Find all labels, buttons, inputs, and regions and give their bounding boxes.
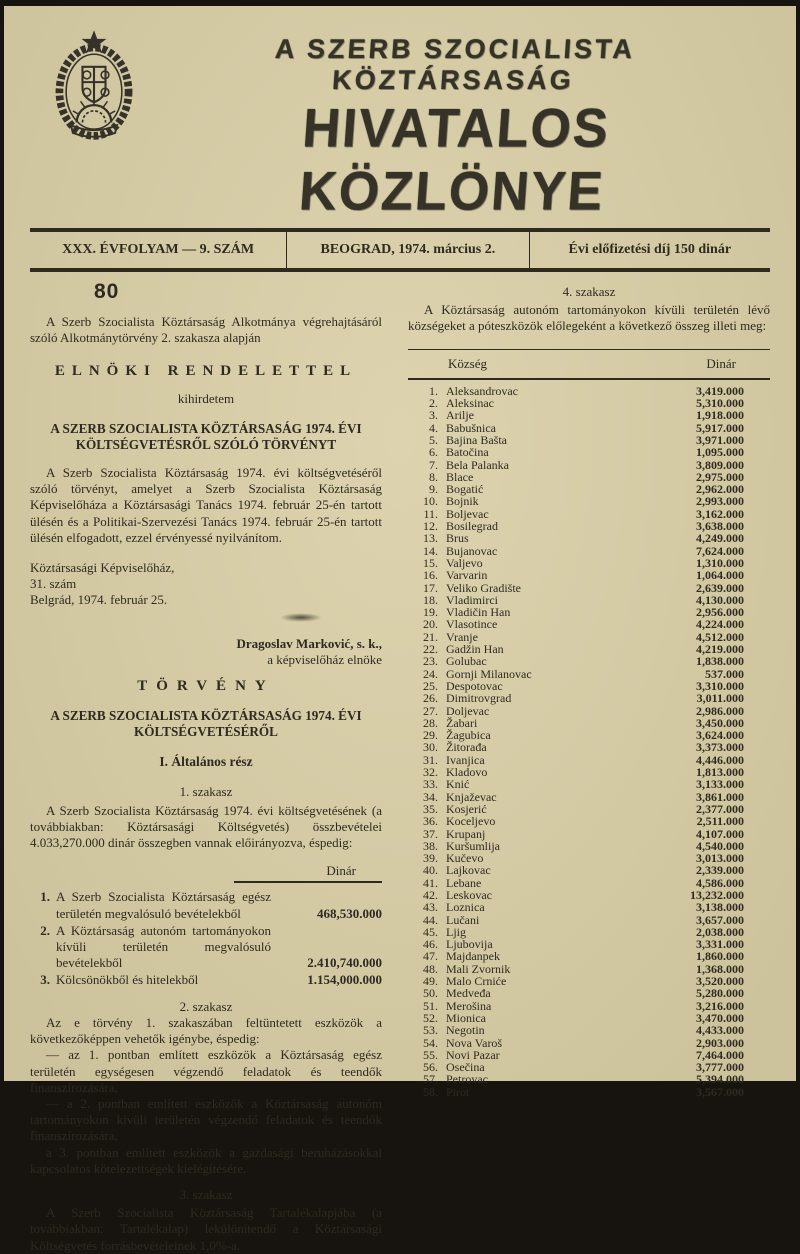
- row-number: 17.: [423, 580, 438, 595]
- row-number: 50.: [423, 986, 438, 1001]
- row-number: 5.: [429, 433, 438, 447]
- municipality-amount: 4,512.000: [696, 629, 744, 644]
- row-number: 11.: [423, 506, 438, 521]
- municipality-name: Loznica: [446, 900, 485, 915]
- issuer-line: Belgrád, 1974. február 25.: [30, 592, 168, 608]
- municipality-name: Bujanovac: [446, 543, 498, 558]
- table-row: [408, 1073, 770, 1085]
- municipality-name: Mali Zvornik: [446, 961, 511, 976]
- table-row: [408, 1037, 770, 1049]
- municipality-name: Doljevac: [446, 703, 490, 718]
- municipality-amount: 3,331.000: [696, 937, 744, 952]
- law-subject-line1: A SZERB SZOCIALISTA KÖZTÁRSASÁG 1974. ÉVI: [50, 708, 362, 724]
- row-number: 18.: [423, 592, 438, 607]
- municipality-amount: 4,249.000: [696, 531, 744, 546]
- municipality-name: Koceljevo: [446, 814, 496, 829]
- law-title-line1: A SZERB SZOCIALISTA KÖZTÁRSASÁG 1974. ÉVI: [50, 421, 362, 437]
- row-number: 47.: [423, 949, 438, 964]
- municipality-name: Despotovac: [446, 678, 503, 693]
- municipality-name: Ljig: [446, 924, 466, 939]
- issuer-block: [30, 560, 382, 609]
- section3-heading: 3. szakasz: [179, 1186, 233, 1202]
- revenue-item: [30, 972, 382, 988]
- row-number: 10.: [423, 494, 438, 509]
- row-number: 55.: [423, 1047, 438, 1062]
- row-number: 26.: [423, 691, 438, 706]
- municipality-amount: 3,310.000: [696, 678, 744, 693]
- revenue-item-number: 1.: [40, 889, 50, 905]
- row-number: 54.: [423, 1035, 438, 1050]
- row-number: 20.: [423, 617, 438, 632]
- part-heading: I. Általános rész: [159, 754, 253, 770]
- row-number: 49.: [423, 974, 438, 989]
- municipality-amount: 4,433.000: [696, 1023, 744, 1038]
- municipality-amount: 2,956.000: [696, 605, 744, 620]
- row-number: 33.: [423, 777, 438, 792]
- municipality-amount: 3,013.000: [696, 851, 744, 866]
- section2-paragraph: Az e törvény 1. szakaszában feltüntetett eszközök a következőképpen vehetők igénybe, éspedig:: [30, 1014, 382, 1047]
- municipality-amount: 5,280.000: [696, 986, 744, 1001]
- left-column: [30, 280, 382, 1254]
- section2-paragraph: — az 1. pontban említett eszközök a Köztársaság egész területén egységesen végzendő feladatok és teendők finanszírozására,: [30, 1047, 382, 1095]
- municipality-amount: 3,638.000: [696, 519, 744, 534]
- row-number: 28.: [423, 715, 438, 730]
- table-row: [408, 446, 770, 458]
- municipality-name: Brus: [446, 531, 469, 546]
- table-row: [408, 1086, 770, 1098]
- municipality-amount: 2,511.000: [696, 814, 744, 829]
- law-subject: [30, 708, 382, 740]
- municipality-name: Arilje: [446, 408, 474, 423]
- municipality-amount: 2,993.000: [696, 494, 744, 509]
- table-row: [408, 778, 770, 790]
- municipality-amount: 2,903.000: [696, 1035, 744, 1050]
- municipality-amount: 4,219.000: [696, 642, 744, 657]
- row-number: 23.: [423, 654, 438, 669]
- municipality-amount: 7,624.000: [696, 543, 744, 558]
- row-number: 53.: [423, 1023, 438, 1038]
- municipality-amount: 3,373.000: [696, 740, 744, 755]
- municipality-amount: 13,232.000: [690, 887, 744, 902]
- row-number: 2.: [429, 396, 438, 411]
- section4-heading: 4. szakasz: [562, 284, 616, 299]
- section1-heading: 1. szakasz: [179, 784, 233, 800]
- revenue-item: [30, 923, 382, 972]
- currency-rule: [234, 881, 382, 883]
- revenue-item-label: Kölcsönökből és hitelekből: [56, 972, 199, 988]
- municipality-amount: 7,464.000: [696, 1047, 744, 1062]
- row-number: 16.: [423, 568, 438, 583]
- issue-info-bar: [30, 228, 770, 272]
- section1-body: A Szerb Szocialista Köztársaság 1974. évi költségvetésének (a továbbiakban: Köztársasági Költségvetés) összbevételei 4.033,270.000 dinár összegben vannak előirányozva, éspedig:: [30, 802, 382, 851]
- municipality-amount: 5,310.000: [696, 396, 744, 411]
- section2-heading: 2. szakasz: [179, 998, 233, 1014]
- signature-block: [30, 636, 382, 668]
- table-row: [408, 409, 770, 421]
- row-number: 8.: [429, 469, 438, 484]
- municipality-name: Valjevo: [446, 555, 483, 570]
- table-row: [408, 1024, 770, 1036]
- intro-paragraph: A Szerb Szocialista Köztársaság Alkotmánya végrehajtásáról szóló Alkotmánytörvény 2. szakasza alapján: [30, 314, 382, 346]
- municipality-name: Ljubovija: [446, 937, 493, 952]
- municipality-amount: 3,624.000: [696, 728, 744, 743]
- gazette-name-title: HIVATALOS KÖZLÖNYE: [297, 98, 612, 222]
- row-number: 19.: [423, 605, 438, 620]
- row-number: 25.: [423, 678, 438, 693]
- municipality-name: Dimitrovgrad: [446, 691, 512, 706]
- law-title-line2: KÖLTSÉGVETÉSRŐL SZÓLÓ TÖRVÉNYT: [75, 437, 337, 453]
- municipality-name: Bojnik: [446, 494, 479, 509]
- revenue-item: [30, 889, 382, 921]
- revenue-item-amount: 468,530.000: [317, 905, 382, 921]
- municipality-name: Vranje: [446, 629, 478, 644]
- municipality-name: Knjaževac: [446, 789, 497, 804]
- municipality-name: Blace: [446, 469, 474, 484]
- table-row: [408, 987, 770, 999]
- municipality-amount: 1,860.000: [696, 949, 744, 964]
- row-number: 31.: [423, 752, 438, 767]
- row-number: 43.: [423, 900, 438, 915]
- municipality-amount: 2,339.000: [696, 863, 744, 878]
- row-number: 44.: [423, 912, 438, 927]
- municipality-amount: 3,470.000: [696, 1010, 744, 1025]
- municipality-name: Bosilegrad: [446, 519, 498, 534]
- municipality-name: Bajina Bašta: [446, 433, 507, 447]
- municipality-amount: 1,368.000: [696, 961, 744, 976]
- table-row: [408, 532, 770, 544]
- table-row: [408, 655, 770, 667]
- row-number: 15.: [423, 555, 438, 570]
- municipality-name: Nova Varoš: [446, 1035, 503, 1050]
- row-number: 42.: [423, 887, 438, 902]
- municipality-name: Gornji Milanovac: [446, 666, 532, 681]
- table-row: [408, 741, 770, 753]
- row-number: 57.: [423, 1072, 438, 1087]
- signature-title: a képviselőház elnöke: [267, 651, 382, 667]
- municipality-amount: 3,971.000: [696, 433, 744, 447]
- table-row: [408, 569, 770, 581]
- row-number: 32.: [423, 765, 438, 780]
- municipality-name: Knić: [446, 777, 470, 792]
- municipality-amount: 3,011.000: [696, 691, 744, 706]
- municipality-name: Lajkovac: [446, 863, 491, 878]
- masthead: [30, 20, 770, 220]
- municipality-amount: 5,917.000: [696, 420, 744, 435]
- section3-body: A Szerb Szocialista Köztársaság Tartalékalapjába (a továbbiakban: Tartalékalap) lekülönítendő a Köztársasági Költségvetés forrásbevételeinek 1,0%-a.: [30, 1205, 382, 1253]
- municipality-amount: 1,813.000: [696, 765, 744, 780]
- volume-number: XXX. ÉVFOLYAM — 9. SZÁM: [62, 242, 255, 257]
- row-number: 14.: [423, 543, 438, 558]
- row-number: 45.: [423, 924, 438, 939]
- revenue-items-list: [30, 889, 382, 988]
- municipality-name: Vlasotince: [446, 617, 498, 632]
- law-subject-line2: KÖLTSÉGVETÉSÉRŐL: [134, 724, 278, 740]
- gazette-state-title: A SZERB SZOCIALISTA KÖZTÁRSASÁG: [274, 34, 637, 95]
- row-number: 37.: [423, 826, 438, 841]
- row-number: 9.: [429, 482, 438, 497]
- promulgation-paragraph: A Szerb Szocialista Köztársaság 1974. évi költségvetéséről szóló törvényt, amelyet a Szerb Szocialista Köztársaság Képviselőháza a Köztársasági Tanács 1974. február 25-én tartott ülésén és a Politikai-Szervezési Tanács 1974. február 25-én tartott ülésén elfogadott, ezzel érvényessé nyilvánítom.: [30, 465, 382, 545]
- row-number: 1.: [429, 383, 438, 398]
- column-header-dinar: Dinár: [706, 355, 736, 371]
- municipality-name: Kosjerić: [446, 801, 487, 816]
- municipality-table-header: [408, 349, 770, 380]
- municipality-amount: 3,777.000: [696, 1060, 744, 1075]
- municipality-name: Bela Palanka: [446, 457, 509, 472]
- municipality-name: Pirot: [446, 1084, 470, 1099]
- row-number: 36.: [423, 814, 438, 829]
- row-number: 21.: [423, 629, 438, 644]
- row-number: 3.: [429, 408, 438, 423]
- municipality-name: Merošina: [446, 998, 492, 1013]
- revenue-item-amount: 2.410,740.000: [307, 955, 382, 971]
- municipality-name: Lebane: [446, 875, 482, 890]
- table-row: [408, 705, 770, 717]
- municipality-amount: 1,064.000: [696, 568, 744, 583]
- municipality-amount: 3,419.000: [696, 383, 744, 398]
- law-title: [30, 421, 382, 453]
- row-number: 41.: [423, 875, 438, 890]
- municipality-table: [408, 349, 770, 1098]
- row-number: 56.: [423, 1060, 438, 1075]
- municipality-amount: 2,975.000: [696, 469, 744, 484]
- row-number: 13.: [423, 531, 438, 546]
- publication-place-date: BEOGRAD, 1974. március 2.: [286, 232, 529, 268]
- municipality-amount: 4,107.000: [696, 826, 744, 841]
- right-column: [408, 284, 770, 1254]
- municipality-amount: 3,162.000: [696, 506, 744, 521]
- revenue-item-label: A Szerb Szocialista Köztársaság egész területén megvalósuló bevételekből: [56, 889, 271, 921]
- municipality-name: Boljevac: [446, 506, 489, 521]
- decree-heading: ELNÖKI RENDELETTEL: [54, 362, 358, 379]
- issuer-line: 31. szám: [30, 576, 77, 592]
- table-row: [408, 815, 770, 827]
- signature-name: Dragoslav Marković, s. k.,: [236, 635, 382, 651]
- section2-paragraph: a 3. pontban említett eszközök a gazdasági beruházásokkal kapcsolatos kötelezettségek kielégítésére.: [30, 1144, 382, 1176]
- section2-paragraph: — a 2. pontban említett eszközök a Köztársaság autonóm tartományokon kívüli területén végzendő feladatok és teendők finanszírozására,: [30, 1095, 382, 1144]
- row-number: 34.: [423, 789, 438, 804]
- law-heading: TÖRVÉNY: [137, 678, 275, 695]
- municipality-amount: 5,394.000: [696, 1072, 744, 1087]
- row-number: 51.: [423, 998, 438, 1013]
- decree-subheading: kihirdetem: [177, 390, 235, 406]
- row-number: 6.: [429, 445, 438, 460]
- municipality-amount: 2,038.000: [696, 924, 744, 939]
- table-row: [408, 692, 770, 704]
- municipality-name: Gadžin Han: [446, 642, 504, 657]
- table-row: [408, 828, 770, 840]
- municipality-name: Negotin: [446, 1023, 485, 1038]
- municipality-rows: [408, 380, 770, 1098]
- municipality-name: Petrovac: [446, 1072, 488, 1087]
- row-number: 40.: [423, 863, 438, 878]
- municipality-name: Mionica: [446, 1010, 486, 1025]
- table-row: [408, 864, 770, 876]
- municipality-amount: 1,918.000: [696, 408, 744, 423]
- rising-sun-icon: [73, 97, 115, 122]
- row-number: 27.: [423, 703, 438, 718]
- municipality-amount: 1,310.000: [696, 555, 744, 570]
- municipality-amount: 3,138.000: [696, 900, 744, 915]
- gazette-page: [4, 6, 796, 1253]
- revenue-item-label: A Köztársaság autonóm tartományokon kívüli területén megvalósuló bevételekből: [56, 922, 271, 971]
- row-number: 38.: [423, 838, 438, 853]
- municipality-amount: 1,095.000: [696, 445, 744, 460]
- row-number: 58.: [423, 1084, 438, 1099]
- revenue-item-number: 2.: [40, 922, 50, 938]
- municipality-amount: 2,377.000: [696, 801, 744, 816]
- municipality-amount: 3,450.000: [696, 715, 744, 730]
- row-number: 7.: [429, 457, 438, 472]
- municipality-amount: 3,861.000: [696, 789, 744, 804]
- municipality-name: Medveđa: [446, 986, 491, 1001]
- row-number: 4.: [429, 420, 438, 435]
- municipality-amount: 4,130.000: [696, 592, 744, 607]
- municipality-name: Žitorađa: [446, 740, 487, 755]
- municipality-amount: 1,838.000: [696, 654, 744, 669]
- municipality-amount: 4,224.000: [696, 617, 744, 632]
- row-number: 24.: [423, 666, 438, 681]
- page-body: [30, 280, 770, 1254]
- municipality-amount: 3,567.000: [696, 1084, 744, 1099]
- municipality-name: Novi Pazar: [446, 1047, 500, 1062]
- masthead-titles: [158, 20, 770, 220]
- municipality-name: Golubac: [446, 654, 487, 669]
- ink-smudge: [280, 613, 322, 622]
- article-number: 80: [94, 280, 120, 303]
- municipality-amount: 4,586.000: [696, 875, 744, 890]
- row-number: 52.: [423, 1010, 438, 1025]
- municipality-name: Žabari: [446, 715, 478, 730]
- row-number: 39.: [423, 851, 438, 866]
- municipality-amount: 537.000: [705, 666, 744, 681]
- table-row: [408, 618, 770, 630]
- municipality-name: Veliko Gradište: [446, 580, 521, 595]
- row-number: 22.: [423, 642, 438, 657]
- section4-body: A Köztársaság autonóm tartományokon kívüli területén lévő községeket a póteszközök előlegeként a következő összeg illeti meg:: [408, 302, 770, 334]
- municipality-amount: 2,962.000: [696, 482, 744, 497]
- row-number: 46.: [423, 937, 438, 952]
- municipality-name: Majdanpek: [446, 949, 500, 964]
- currency-column-label: Dinár: [326, 863, 356, 879]
- municipality-name: Kučevo: [446, 851, 484, 866]
- table-row: [408, 582, 770, 594]
- municipality-name: Aleksandrovac: [446, 383, 518, 398]
- municipality-name: Malo Crniće: [446, 974, 507, 989]
- table-row: [408, 950, 770, 962]
- municipality-amount: 2,639.000: [696, 580, 744, 595]
- municipality-name: Bogatić: [446, 482, 484, 497]
- issuer-line: Köztársasági Képviselőház,: [30, 560, 175, 576]
- row-number: 30.: [423, 740, 438, 755]
- municipality-amount: 3,216.000: [696, 998, 744, 1013]
- municipality-name: Lučani: [446, 912, 480, 927]
- municipality-name: Krupanj: [446, 826, 486, 841]
- row-number: 29.: [423, 728, 438, 743]
- coat-of-arms-icon: [30, 20, 158, 149]
- municipality-amount: 3,809.000: [696, 457, 744, 472]
- municipality-name: Žagubica: [446, 728, 491, 743]
- municipality-amount: 3,133.000: [696, 777, 744, 792]
- table-row: [408, 901, 770, 913]
- municipality-name: Babušnica: [446, 420, 496, 435]
- subscription-price: Évi előfizetési díj 150 dinár: [568, 242, 732, 257]
- municipality-amount: 4,540.000: [696, 838, 744, 853]
- row-number: 48.: [423, 961, 438, 976]
- municipality-name: Osečina: [446, 1060, 485, 1075]
- municipality-amount: 3,520.000: [696, 974, 744, 989]
- column-header-municipality: Község: [448, 355, 487, 371]
- municipality-name: Aleksinac: [446, 396, 494, 411]
- municipality-name: Ivanjica: [446, 752, 485, 767]
- municipality-name: Vladičin Han: [446, 605, 511, 620]
- table-row: [408, 495, 770, 507]
- municipality-name: Kladovo: [446, 765, 488, 780]
- municipality-name: Vladimirci: [446, 592, 498, 607]
- row-number: 35.: [423, 801, 438, 816]
- revenue-item-number: 3.: [40, 972, 50, 988]
- row-number: 12.: [423, 519, 438, 534]
- revenue-item-amount: 1.154,000.000: [307, 972, 382, 988]
- municipality-amount: 2,986.000: [696, 703, 744, 718]
- municipality-name: Leskovac: [446, 887, 492, 902]
- municipality-amount: 3,657.000: [696, 912, 744, 927]
- municipality-amount: 4,446.000: [696, 752, 744, 767]
- municipality-name: Batočina: [446, 445, 489, 460]
- section2: [30, 999, 382, 1177]
- municipality-name: Kuršumlija: [446, 838, 500, 853]
- municipality-name: Varvarin: [446, 568, 488, 583]
